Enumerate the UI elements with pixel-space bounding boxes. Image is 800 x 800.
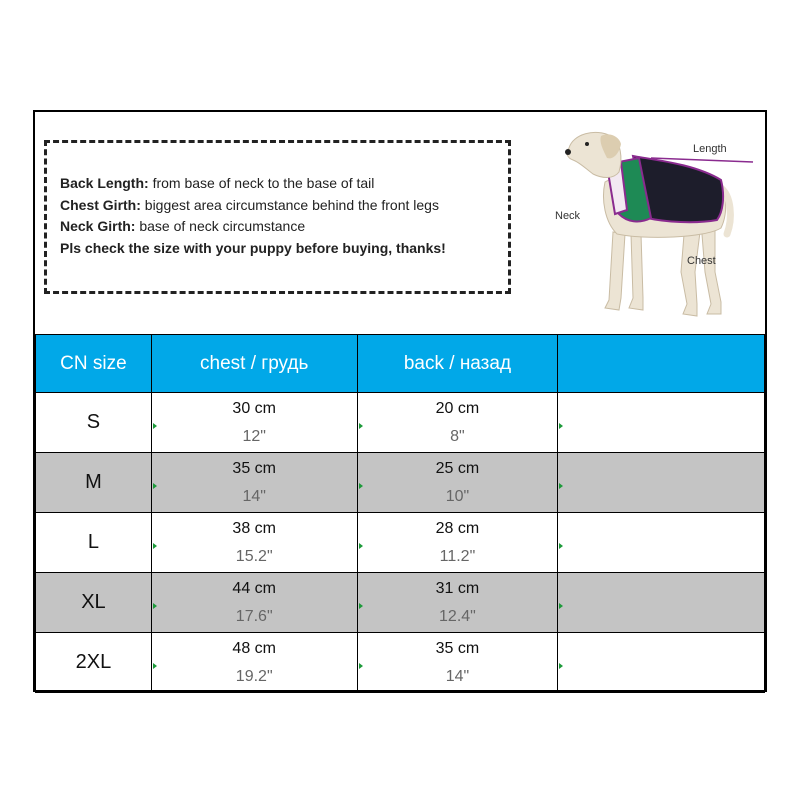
chest-cell <box>151 453 357 513</box>
back-cm: 25 cm <box>435 459 480 477</box>
length-label: Length <box>693 143 727 155</box>
cell-marker-icon <box>559 603 563 609</box>
chest-cm: 30 cm <box>232 399 276 417</box>
table-row <box>36 573 765 633</box>
size-cell: S <box>36 393 152 453</box>
back-cell <box>357 453 558 513</box>
chest-girth-text: biggest area circumstance behind the front legs <box>140 196 439 213</box>
size-cell: 2XL <box>36 633 152 693</box>
chest-girth-label: Chest Girth: <box>60 196 141 213</box>
table-row <box>36 453 765 513</box>
back-cell <box>357 633 558 693</box>
table-row <box>36 513 765 573</box>
cell-marker-icon <box>359 603 363 609</box>
empty-cell <box>558 453 765 513</box>
table-row <box>36 393 765 453</box>
chest-label: Chest <box>687 255 716 267</box>
chest-inch: 19.2" <box>235 667 273 685</box>
cell-marker-icon <box>559 543 563 549</box>
chest-inch: 14" <box>242 487 266 505</box>
back-inch: 8" <box>450 427 465 445</box>
back-cm: 31 cm <box>435 579 480 597</box>
check-size-note: Pls check the size with your puppy before buying, thanks! <box>60 239 446 256</box>
table-row <box>36 633 765 693</box>
cell-marker-icon <box>153 483 157 489</box>
cell-marker-icon <box>153 603 157 609</box>
chest-cell <box>151 393 357 453</box>
back-cm: 20 cm <box>435 399 480 417</box>
empty-cell <box>558 513 765 573</box>
neck-girth-note <box>60 216 508 238</box>
empty-cell <box>558 393 765 453</box>
dog-measurement-diagram <box>535 122 763 332</box>
size-chart <box>33 110 767 692</box>
chest-cell <box>151 513 357 573</box>
neck-girth-text: base of neck circumstance <box>135 218 306 234</box>
cell-marker-icon <box>359 423 363 429</box>
cell-marker-icon <box>359 483 363 489</box>
back-length-note <box>60 173 508 195</box>
header-empty <box>558 335 765 393</box>
back-cm: 35 cm <box>435 639 480 657</box>
chest-cm: 35 cm <box>232 459 276 477</box>
neck-label: Neck <box>555 210 581 222</box>
back-length-label: Back Length: <box>60 175 149 191</box>
back-inch: 12.4" <box>439 607 476 625</box>
chest-cm: 48 cm <box>232 639 276 657</box>
chest-inch: 15.2" <box>235 547 273 565</box>
cell-marker-icon <box>153 663 157 669</box>
back-inch: 11.2" <box>439 547 476 565</box>
size-cell: M <box>36 453 152 513</box>
back-cell <box>357 573 558 633</box>
neck-girth-label: Neck Girth: <box>60 218 136 234</box>
cell-marker-icon <box>559 663 563 669</box>
cell-marker-icon <box>153 543 157 549</box>
back-inch: 10" <box>445 487 470 505</box>
cell-marker-icon <box>559 483 563 489</box>
back-cell <box>357 513 558 573</box>
header-back: back / назад <box>357 335 558 393</box>
empty-cell <box>558 633 765 693</box>
chest-girth-note <box>60 195 508 217</box>
table-header-row <box>36 335 765 393</box>
chest-cell <box>151 573 357 633</box>
size-table <box>35 334 765 693</box>
back-cm: 28 cm <box>435 519 480 537</box>
measurement-notes-box <box>44 140 511 294</box>
chest-cell <box>151 633 357 693</box>
back-inch: 14" <box>445 667 470 685</box>
cell-marker-icon <box>359 663 363 669</box>
header-size: CN size <box>36 335 152 393</box>
chest-cm: 38 cm <box>232 519 276 537</box>
back-length-text: from base of neck to the base of tail <box>148 175 375 191</box>
header-chest: chest / грудь <box>151 335 357 393</box>
cell-marker-icon <box>559 423 563 429</box>
size-cell: XL <box>36 573 152 633</box>
cell-marker-icon <box>359 543 363 549</box>
size-cell: L <box>36 513 152 573</box>
chest-inch: 17.6" <box>235 607 273 625</box>
chest-cm: 44 cm <box>232 579 276 597</box>
measurement-info-panel <box>35 112 765 336</box>
dog-head <box>565 132 621 177</box>
back-cell <box>357 393 558 453</box>
empty-cell <box>558 573 765 633</box>
chest-inch: 12" <box>242 427 266 445</box>
cell-marker-icon <box>153 423 157 429</box>
